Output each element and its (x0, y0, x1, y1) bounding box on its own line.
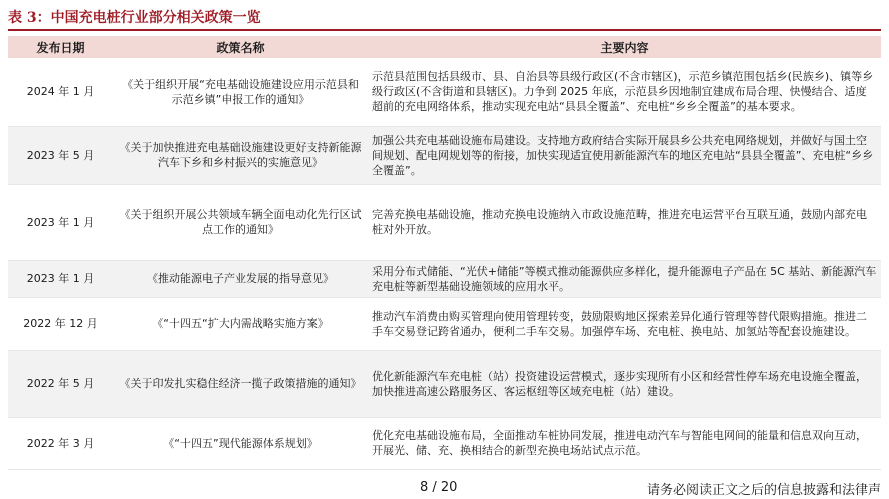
row-policy-name: 《“十四五”现代能源体系规划》 (113, 417, 368, 469)
row-date: 2022 年 5 月 (8, 350, 113, 417)
table-row (8, 350, 881, 417)
table-row (8, 260, 881, 297)
table-row (8, 126, 881, 184)
row-policy-name: 《关于组织开展“充电基础设施建设应用示范县和示范乡镇”申报工作的通知》 (113, 58, 368, 126)
row-policy-name: 《推动能源电子产业发展的指导意见》 (113, 260, 368, 297)
row-date: 2023 年 5 月 (8, 126, 113, 184)
row-content: 示范县范围包括县级市、县、自治县等县级行政区(不含市辖区)，示范乡镇范围包括乡(民族乡)、镇等乡级行政区(不含街道和县辖区)。力争到 2025 年底，示范县乡因地制宜建成布局合理、快慢结合、适度超前的充电网络体系，推动实现充电站“县县全覆盖”、充电桩“乡乡全覆盖”的基本要求。 (368, 58, 881, 126)
header-policy-name: 政策名称 (113, 36, 368, 58)
row-date: 2022 年 3 月 (8, 417, 113, 469)
row-policy-name: 《关于印发扎实稳住经济一揽子政策措施的通知》 (113, 350, 368, 417)
table-caption: 表 3：中国充电桩行业部分相关政策一览 (8, 7, 881, 31)
row-content: 推动汽车消费由购买管理向使用管理转变，鼓励限购地区探索差异化通行管理等替代限购措施。推进二手车交易登记跨省通办，便利二手车交易。加强停车场、充电桩、换电站、加氢站等配套设施建设。 (368, 297, 881, 350)
row-policy-name: 《关于加快推进充电基础设施建设更好支持新能源汽车下乡和乡村振兴的实施意见》 (113, 126, 368, 184)
row-date: 2022 年 12 月 (8, 297, 113, 350)
header-main-content: 主要内容 (368, 36, 881, 58)
disclaimer-text: 请务必阅读正文之后的信息披露和法律声 (646, 483, 881, 498)
page-number: 8 / 20 (420, 480, 458, 495)
table-row (8, 297, 881, 350)
row-content: 优化充电基础设施布局，全面推动车桩协同发展，推进电动汽车与智能电网间的能量和信息双向互动，开展光、储、充、换相结合的新型充换电场站试点示范。 (368, 417, 881, 469)
row-date: 2023 年 1 月 (8, 260, 113, 297)
table-row (8, 184, 881, 260)
header-date: 发布日期 (8, 36, 113, 58)
row-policy-name: 《“十四五“扩大内需战略实施方案》 (113, 297, 368, 350)
table-header-row (8, 36, 881, 58)
row-content: 采用分布式储能、“光伏+储能”等模式推动能源供应多样化，提升能源电子产品在 5C 基站、新能源汽车充电桩等新型基础设施领域的应用水平。 (368, 260, 881, 297)
table-row (8, 417, 881, 469)
policy-table (8, 36, 881, 470)
row-content: 优化新能源汽车充电桩（站）投资建设运营模式，逐步实现所有小区和经营性停车场充电设施全覆盖，加快推进高速公路服务区、客运枢纽等区域充电桩（站）建设。 (368, 350, 881, 417)
table-row (8, 58, 881, 126)
row-date: 2024 年 1 月 (8, 58, 113, 126)
row-content: 加强公共充电基础设施布局建设。支持地方政府结合实际开展县乡公共充电网络规划，并做好与国土空间规划、配电网规划等的衔接，加快实现适宜使用新能源汽车的地区充电站“县县全覆盖”、充电桩“乡乡全覆盖”。 (368, 126, 881, 184)
row-content: 完善充换电基础设施，推动充换电设施纳入市政设施范畴，推进充电运营平台互联互通，鼓励内部充电桩对外开放。 (368, 184, 881, 260)
row-date: 2023 年 1 月 (8, 184, 113, 260)
row-policy-name: 《关于组织开展公共领域车辆全面电动化先行区试点工作的通知》 (113, 184, 368, 260)
